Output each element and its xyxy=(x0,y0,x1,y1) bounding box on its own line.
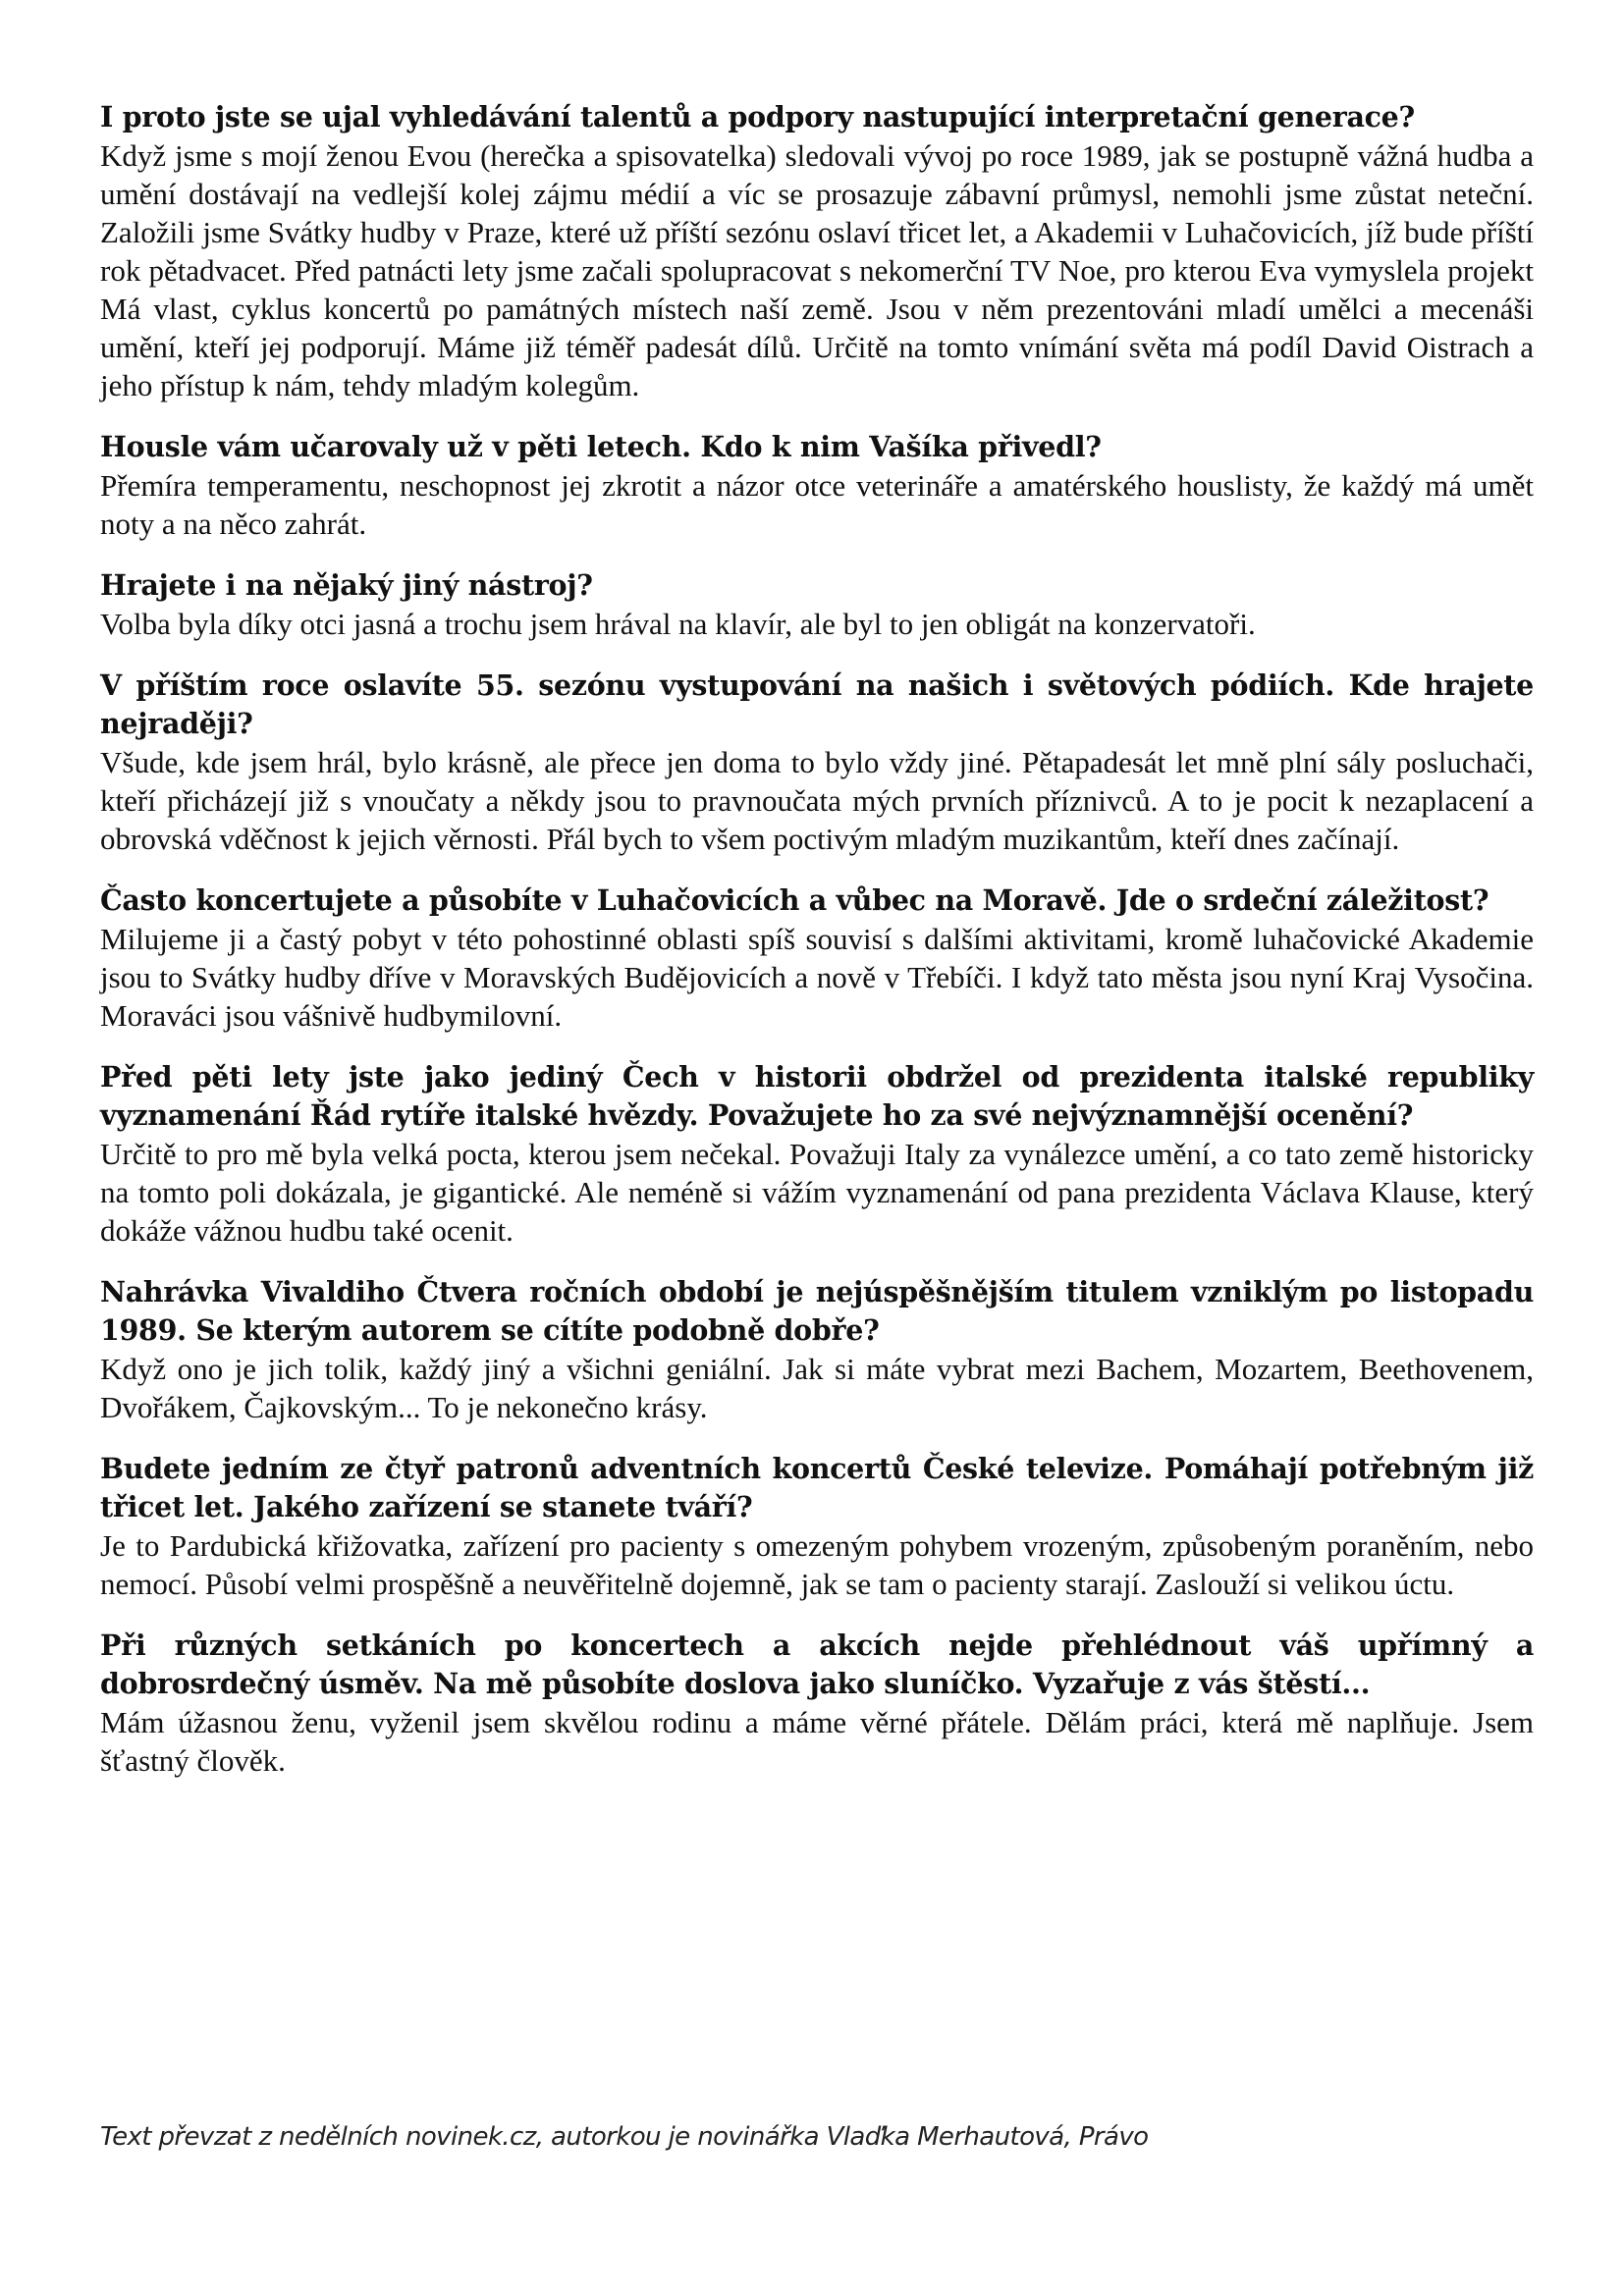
answer-paragraph: Volba byla díky otci jasná a trochu jsem hrával na klavír, ale byl to jen obligát na konzervatoři. xyxy=(100,607,1256,641)
qa-section-moravia xyxy=(100,881,1534,1035)
answer-paragraph: Je to Pardubická křižovatka, zařízení pro pacienty s omezeným pohybem vrozeným, způsobeným poraněním, nebo nemocí. Působí velmi prospěšně a neuvěřitelně dojemně, jak se tam o pacienty starají. Zaslouží si velikou úctu. xyxy=(100,1528,1534,1601)
qa-section-talents xyxy=(100,98,1534,404)
answer-paragraph: Když jsme s mojí ženou Evou (herečka a spisovatelka) sledovali vývoj po roce 1989, jak se postupně vážná hudba a umění dostávají na vedlejší kolej zájmu médií a víc se prosazuje zábavní průmysl, nemohli jsme zůstat neteční. Založili jsme Svátky hudby v Praze, které už příští sezónu oslaví třicet let, a Akademii v Luhačovicích, jíž bude příští rok pětadvacet. Před patnácti lety jsme začali spolupracovat s nekomerční TV Noe, pro kterou Eva vymyslela projekt Má vlast, cyklus koncertů po památných místech naší země. Jsou v něm prezentováni mladí umělci a mecenáši umění, kteří jej podporují. Máme již téměř padesát dílů. Určitě na tomto vnímání světa má podíl David Oistrach a jeho přístup k nám, tehdy mladým kolegům. xyxy=(100,138,1534,402)
answer-paragraph: Všude, kde jsem hrál, bylo krásně, ale přece jen doma to bylo vždy jiné. Pětapadesát let mně plní sály posluchači, kteří přicházejí již s vnoučaty a někdy jsou to pravnoučata mých prvních příznivců. A to je pocit k nezaplacení a obrovská vděčnost k jejich věrnosti. Přál bych to všem poctivým mladým muzikantům, kteří dnes začínají. xyxy=(100,745,1534,856)
qa-section-italian-award xyxy=(100,1058,1534,1250)
question-heading: Při různých setkáních po koncertech a akcích nejde přehlédnout váš upřímný a dobrosrdečný úsměv. Na mě působíte doslova jako sluníčko. Vyzařuje z vás štěstí... xyxy=(100,1629,1534,1700)
answer-paragraph: Když ono je jich tolik, každý jiný a všichni geniální. Jak si máte vybrat mezi Bachem, Mozartem, Beethovenem, Dvořákem, Čajkovským... To je nekonečno krásy. xyxy=(100,1352,1534,1424)
question-heading: Hrajete i na nějaký jiný nástroj? xyxy=(100,568,593,602)
question-heading: Před pěti lety jste jako jediný Čech v historii obdržel od prezidenta italské republiky vyznamenání Řád rytíře italské hvězdy. Považujete ho za své nejvýznamnější ocenění? xyxy=(100,1060,1534,1132)
qa-section-vivaldi xyxy=(100,1273,1534,1426)
qa-section-violin-start xyxy=(100,428,1534,543)
article-body xyxy=(100,98,1534,1803)
qa-section-other-instrument xyxy=(100,566,1534,643)
answer-paragraph: Určitě to pro mě byla velká pocta, kterou jsem nečekal. Považuji Italy za vynálezce umění, a co tato země historicky na tomto poli dokázala, je gigantické. Ale neméně si vážím vyznamenání od pana prezidenta Václava Klause, který dokáže vážnou hudbu také ocenit. xyxy=(100,1137,1534,1248)
answer-paragraph: Přemíra temperamentu, neschopnost jej zkrotit a názor otce veterináře a amatérského houslisty, že každý má umět noty a na něco zahrát. xyxy=(100,468,1534,541)
question-heading: Nahrávka Vivaldiho Čtvera ročních období je nejúspěšnějším titulem vzniklým po listopadu 1989. Se kterým autorem se cítíte podobně dobře? xyxy=(100,1275,1534,1347)
qa-section-55-season xyxy=(100,667,1534,858)
qa-section-advent-concerts xyxy=(100,1450,1534,1603)
question-heading: I proto jste se ujal vyhledávání talentů a podpory nastupující interpretační generace? xyxy=(100,100,1415,133)
answer-paragraph: Milujeme ji a častý pobyt v této pohostinné oblasti spíš souvisí s dalšími aktivitami, kromě luhačovické Akademie jsou to Svátky hudby dříve v Moravských Budějovicích a nově v Třebíči. I když tato města jsou nyní Kraj Vysočina. Moraváci jsou vášnivě hudbymilovní. xyxy=(100,922,1534,1033)
qa-section-happiness xyxy=(100,1627,1534,1780)
question-heading: V příštím roce oslavíte 55. sezónu vystupování na našich i světových pódiích. Kde hrajete nejraději? xyxy=(100,668,1534,740)
source-credit: Text převzat z nedělních novinek.cz, autorkou je novinářka Vlaďka Merhautová, Právo xyxy=(100,2122,1149,2152)
question-heading: Budete jedním ze čtyř patronů adventních koncertů České televize. Pomáhají potřebným již třicet let. Jakého zařízení se stanete tváří? xyxy=(100,1452,1534,1523)
question-heading: Často koncertujete a působíte v Luhačovicích a vůbec na Moravě. Jde o srdeční záležitost? xyxy=(100,883,1489,917)
answer-paragraph: Mám úžasnou ženu, vyženil jsem skvělou rodinu a máme věrné přátele. Dělám práci, která mě naplňuje. Jsem šťastný člověk. xyxy=(100,1705,1534,1778)
question-heading: Housle vám učarovaly už v pěti letech. Kdo k nim Vašíka přivedl? xyxy=(100,430,1102,463)
